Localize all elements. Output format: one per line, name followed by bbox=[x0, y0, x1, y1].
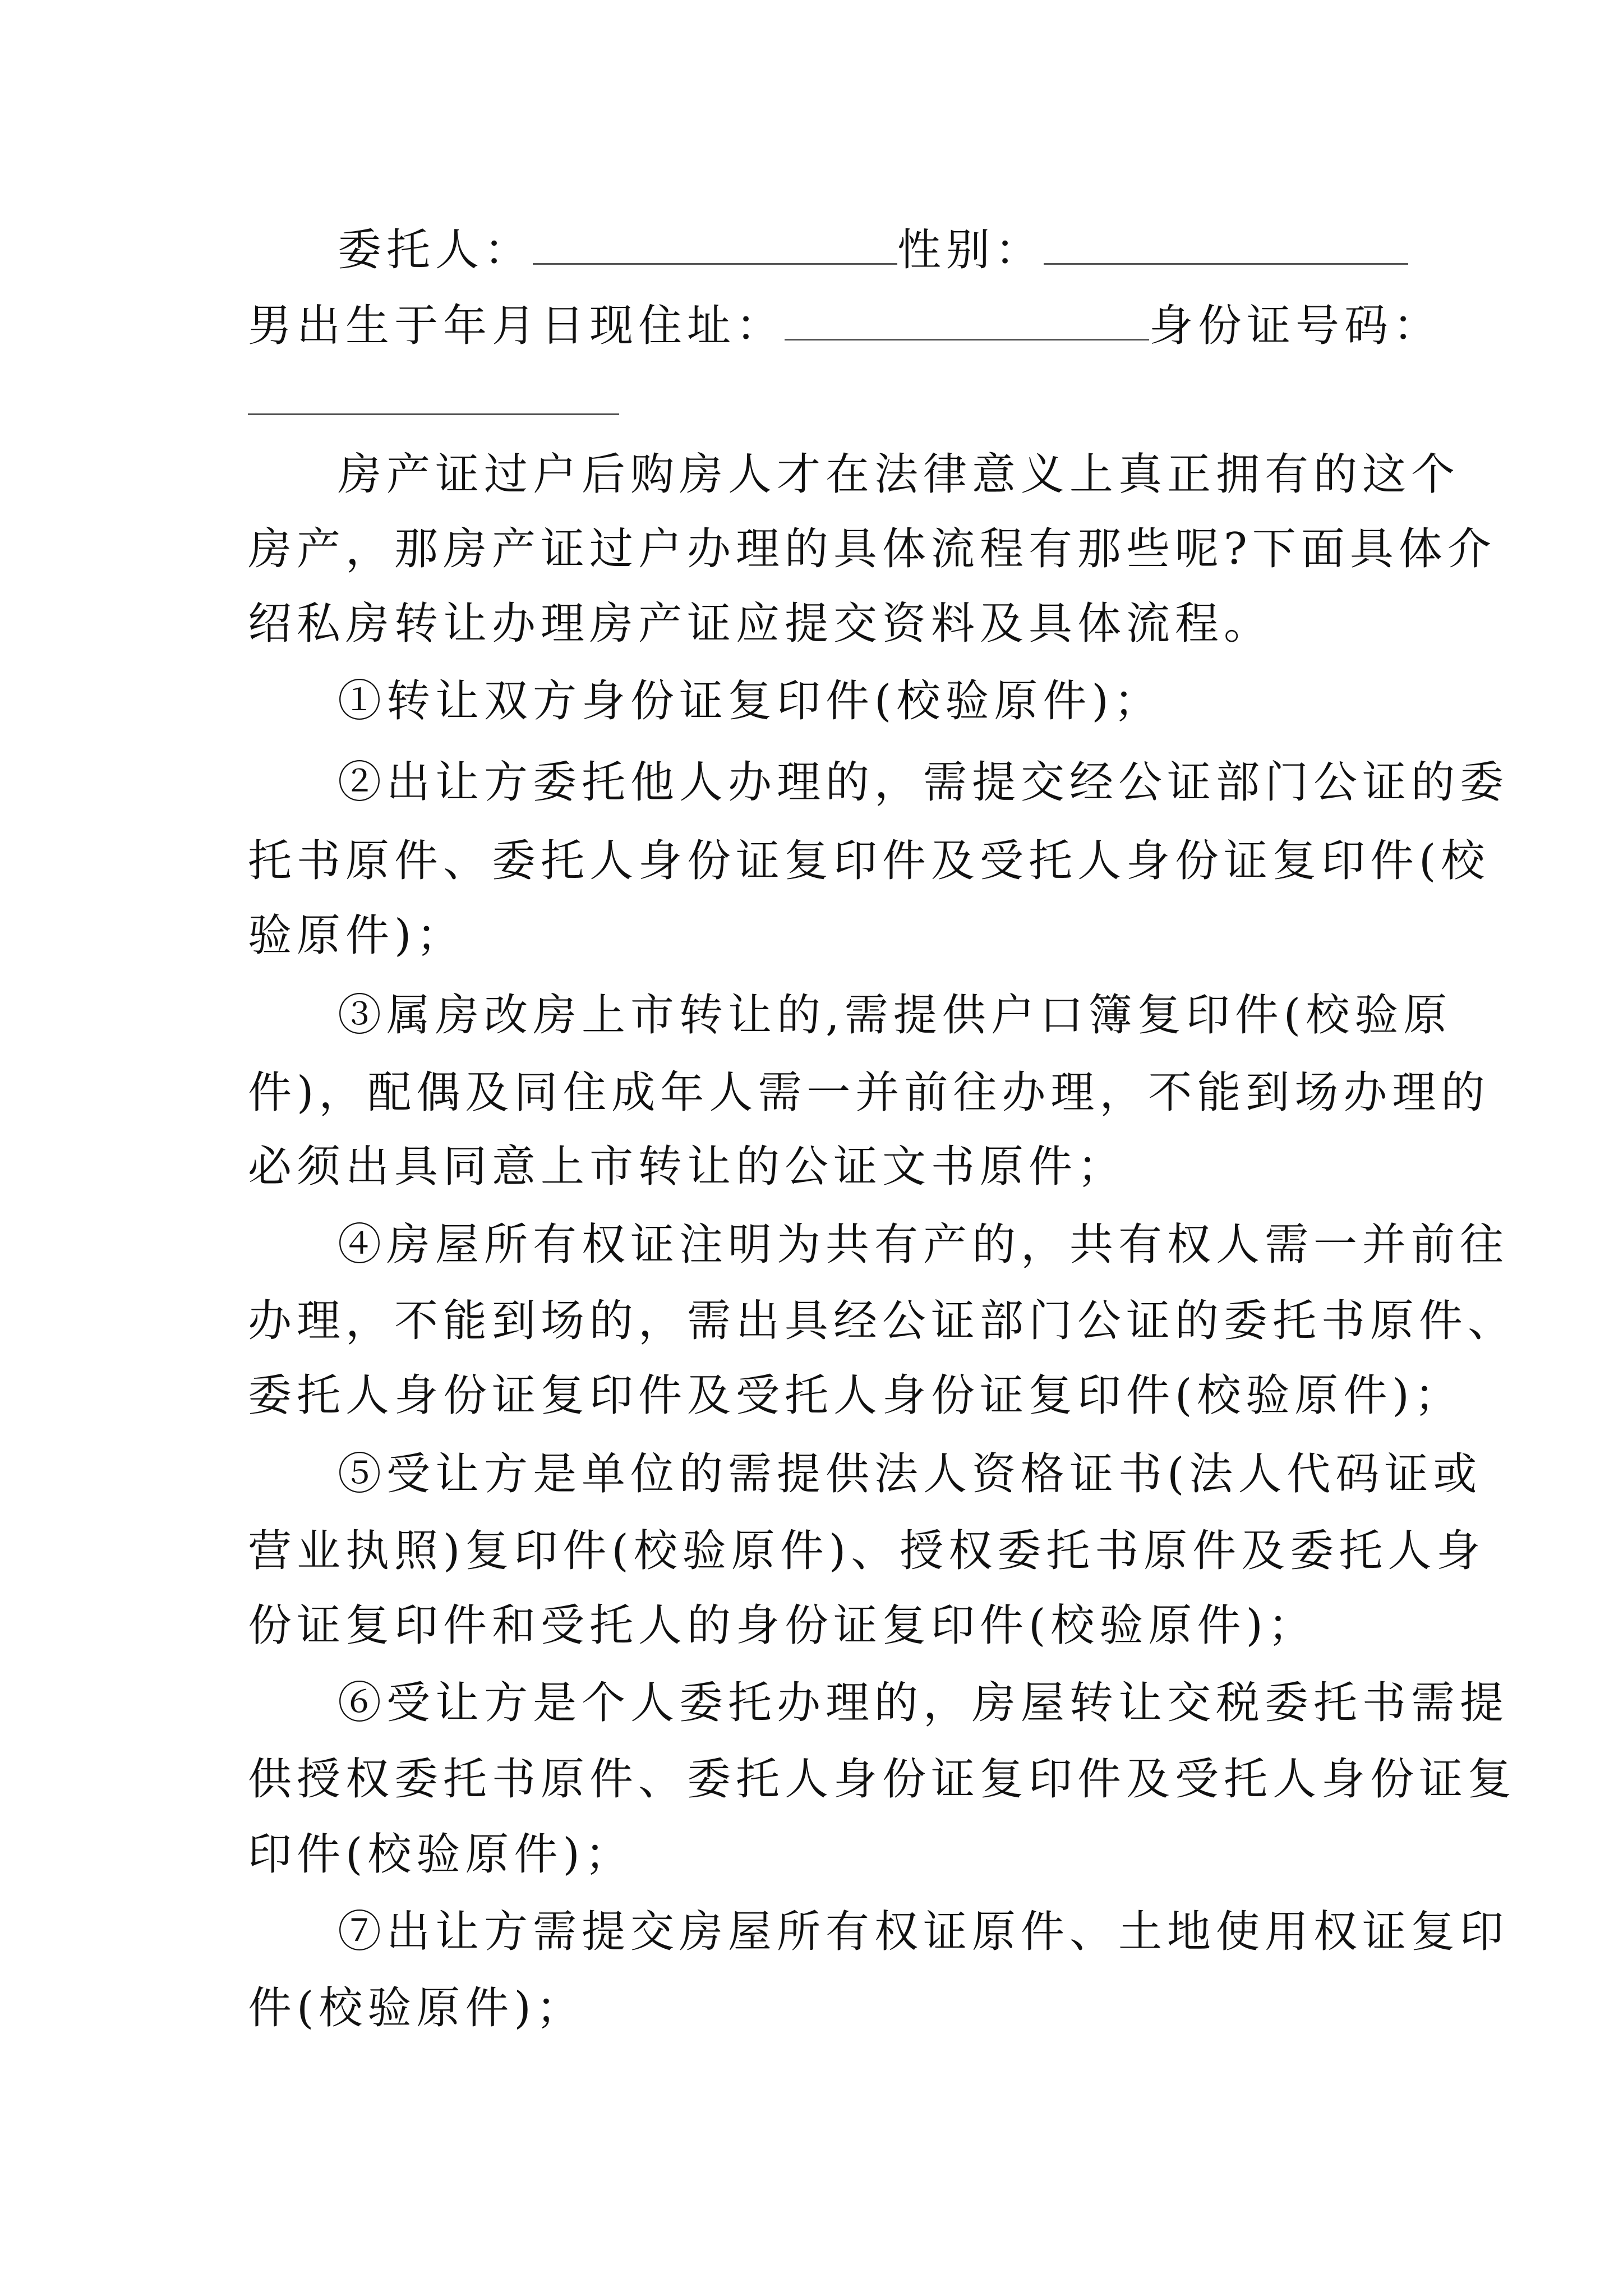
body-line: 房产，那房产证过户办理的具体流程有那些呢?下面具体介 bbox=[248, 524, 1496, 574]
id-number-blank[interactable] bbox=[248, 413, 619, 415]
body-line: 托书原件、委托人身份证复印件及受托人身份证复印件(校 bbox=[248, 836, 1490, 886]
body-line: 必须出具同意上市转让的公证文书原件； bbox=[248, 1142, 1127, 1192]
entrustor-blank[interactable] bbox=[533, 224, 897, 265]
gender-label: 性别： bbox=[897, 225, 1044, 276]
body-line: 房产证过户后购房人才在法律意义上真正拥有的这个 bbox=[338, 449, 1460, 500]
body-line: 供授权委托书原件、委托人身份证复印件及受托人身份证复 bbox=[248, 1754, 1517, 1805]
id-label: 身份证号码： bbox=[1149, 301, 1442, 352]
list-item-7: ⑦出让方需提交房屋所有权证原件、土地使用权证复印 bbox=[338, 1907, 1509, 1957]
body-line: 份证复印件和受托人的身份证复印件(校验原件)； bbox=[248, 1600, 1317, 1651]
body-line: 印件(校验原件)； bbox=[248, 1829, 634, 1880]
body-line: 验原件)； bbox=[248, 910, 465, 961]
body-line: 件)，配偶及同住成年人需一并前往办理，不能到场办理的 bbox=[248, 1068, 1490, 1118]
list-item-5: ⑤受让方是单位的需提供法人资格证书(法人代码证或 bbox=[338, 1449, 1482, 1499]
entrustor-label: 委托人： bbox=[338, 225, 533, 276]
list-item-2: ②出让方委托他人办理的，需提交经公证部门公证的委 bbox=[338, 757, 1509, 808]
form-line-entrustor bbox=[338, 224, 1408, 276]
form-line-address bbox=[248, 300, 1442, 352]
list-item-3: ③属房改房上市转让的,需提供户口簿复印件(校验原 bbox=[338, 990, 1453, 1041]
body-line: 绍私房转让办理房产证应提交资料及具体流程。 bbox=[248, 599, 1273, 649]
list-item-1: ①转让双方身份证复印件(校验原件)； bbox=[338, 676, 1163, 726]
body-line: 件(校验原件)； bbox=[248, 1983, 585, 2033]
address-blank[interactable] bbox=[785, 300, 1149, 341]
body-line: 营业执照)复印件(校验原件)、授权委托书原件及委托人身 bbox=[248, 1526, 1486, 1576]
body-line: 委托人身份证复印件及受托人身份证复印件(校验原件)； bbox=[248, 1370, 1463, 1421]
list-item-6: ⑥受让方是个人委托办理的，房屋转让交税委托书需提 bbox=[338, 1678, 1509, 1728]
list-item-4: ④房屋所有权证注明为共有产的，共有权人需一并前往 bbox=[338, 1220, 1509, 1270]
gender-blank[interactable] bbox=[1044, 224, 1408, 265]
body-line: 办理，不能到场的，需出具经公证部门公证的委托书原件、 bbox=[248, 1296, 1517, 1346]
address-prefix: 男出生于年月日现住址： bbox=[248, 301, 785, 352]
